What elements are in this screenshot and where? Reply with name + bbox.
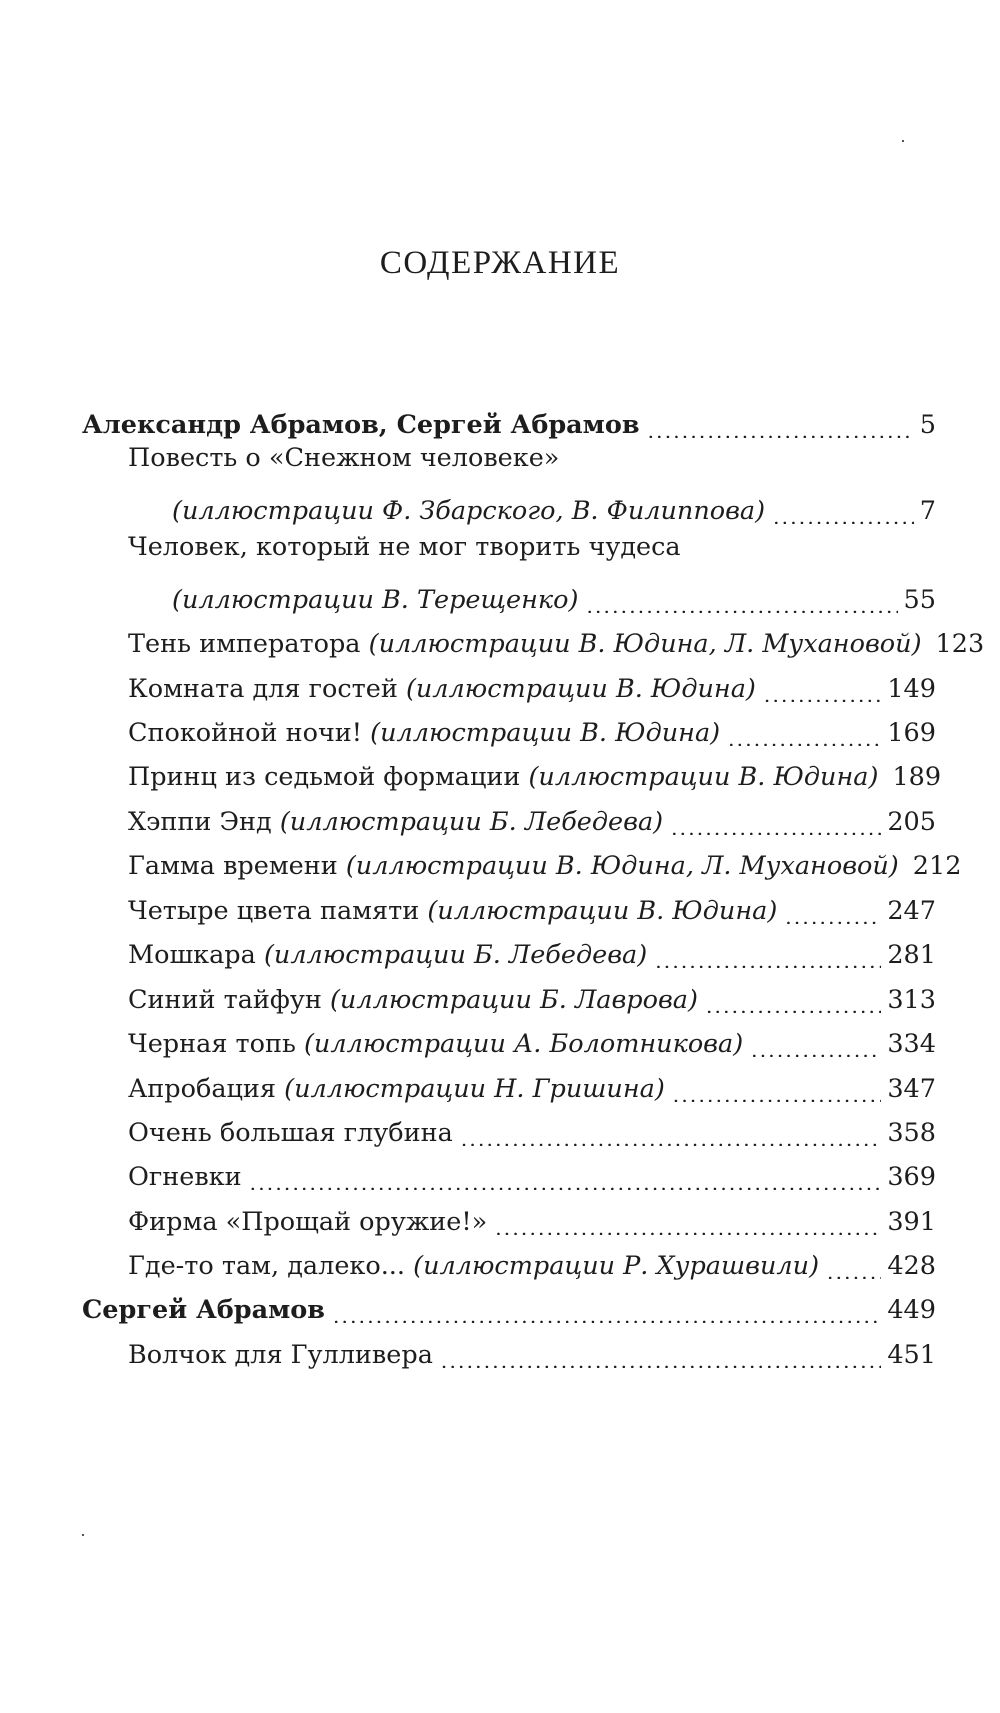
toc-leader: [673, 1082, 882, 1102]
toc-entry-title: Фирма «Прощай оружие!»: [128, 1206, 488, 1237]
toc-entry-title: [128, 717, 721, 748]
toc-leader: [785, 904, 881, 924]
toc-entry-row[interactable]: [128, 839, 962, 881]
toc-entry-title-text: Синий тайфун: [128, 984, 330, 1015]
toc-entry-title-text: Хэппи Энд: [128, 806, 280, 837]
toc-illustrators: (иллюстрации Б. Лебедева): [263, 939, 648, 970]
toc-entry-title-text: Четыре цвета памяти: [128, 895, 428, 926]
toc-entry-title-text: Комната для гостей: [128, 673, 406, 704]
toc-entry-title: Волчок для Гулливера: [128, 1339, 433, 1370]
toc-page-number: 428: [887, 1250, 936, 1281]
toc-illustrators: (иллюстрации В. Юдина): [370, 717, 721, 748]
toc-page-number: 189: [892, 761, 942, 792]
toc-leader: [333, 1303, 881, 1323]
toc-leader: [764, 682, 881, 702]
toc-entry-title: Очень большая глубина: [128, 1117, 453, 1148]
toc-entry-row[interactable]: [128, 884, 936, 924]
toc-page-number: 212: [912, 850, 962, 881]
toc-illustrators: (иллюстрации В. Юдина, Л. Мухановой): [345, 850, 899, 881]
toc-entry-title: [128, 806, 664, 837]
toc-illustrators: (иллюстрации В. Терещенко): [172, 584, 579, 615]
toc-page-number: 281: [887, 939, 936, 970]
toc-entry-row[interactable]: [128, 1106, 936, 1146]
toc-illustrators: (иллюстрации Н. Гришина): [284, 1073, 665, 1104]
toc-entry-row[interactable]: [128, 662, 936, 702]
toc-leader: [250, 1170, 882, 1190]
toc-entry-title-text: Черная топь: [128, 1028, 304, 1059]
toc-illustrators: (иллюстрации В. Юдина): [427, 895, 778, 926]
toc-entry-title: [128, 673, 756, 704]
toc-entry-row[interactable]: [128, 750, 942, 792]
toc-entry-title-text: Спокойной ночи!: [128, 717, 371, 748]
toc-page-number: 5: [919, 409, 936, 440]
toc-entry-row[interactable]: [128, 1239, 936, 1279]
toc-author-row[interactable]: [82, 398, 936, 438]
toc-leader: [495, 1215, 881, 1235]
toc-leader: [671, 815, 881, 835]
toc-leader: [441, 1348, 881, 1368]
toc-leader: [728, 726, 881, 746]
toc-leader: [655, 948, 881, 968]
toc-entry-title: [128, 850, 899, 881]
toc-illustrators: (иллюстрации В. Юдина): [528, 761, 879, 792]
scan-speck: [902, 140, 904, 142]
toc-entry-row[interactable]: [128, 617, 985, 659]
toc-entry-title: [128, 1073, 665, 1104]
toc-entry-title: [128, 761, 879, 792]
toc-author-row[interactable]: [82, 1283, 936, 1323]
toc-page-number: 123: [935, 628, 985, 659]
toc-illustrators: (иллюстрации Б. Лебедева): [279, 806, 664, 837]
toc-leader: [706, 993, 881, 1013]
toc-page-number: 334: [887, 1028, 936, 1059]
toc-entry-title-text: Апробация: [128, 1073, 285, 1104]
toc-illustrators: (иллюстрации А. Болотникова): [303, 1028, 744, 1059]
toc-entry-row[interactable]: [128, 1195, 936, 1235]
toc-entry-title[interactable]: Человек, который не мог творить чудеса: [128, 532, 681, 562]
toc-page-number: 369: [887, 1161, 936, 1192]
toc-entry-title-text: Тень императора: [128, 628, 369, 659]
toc-leader: [586, 593, 897, 613]
toc-entry-title-text: Гамма времени: [128, 850, 346, 881]
toc-leader: [827, 1259, 881, 1279]
toc-entry-row[interactable]: [128, 1328, 936, 1368]
toc-page-number: 347: [887, 1073, 936, 1104]
toc-page-number: 149: [887, 673, 936, 704]
toc-entry-row[interactable]: [128, 706, 936, 746]
toc-page-number: 169: [887, 717, 936, 748]
toc-entry-row[interactable]: [128, 1062, 936, 1102]
toc-entry-row[interactable]: [128, 928, 936, 968]
toc-illustrators: (иллюстрации Б. Лаврова): [329, 984, 698, 1015]
toc-page-number: 449: [887, 1294, 936, 1325]
toc-entry-title: [128, 1250, 820, 1281]
toc-entry-title-text: Принц из седьмой формации: [128, 761, 529, 792]
toc-entry-row[interactable]: [128, 795, 936, 835]
toc-leader: [751, 1037, 881, 1057]
toc-page-number: 205: [887, 806, 936, 837]
toc-page-number: 451: [887, 1339, 936, 1370]
toc-illustrators: (иллюстрации Р. Хурашвили): [413, 1250, 820, 1281]
toc-entry-title-text: Где-то там, далеко...: [128, 1250, 414, 1281]
toc-page-number: 313: [887, 984, 936, 1015]
toc-page-number: 391: [887, 1206, 936, 1237]
toc-entry-title: [128, 628, 922, 659]
toc-entry-title[interactable]: Повесть о «Снежном человеке»: [128, 443, 560, 473]
toc-entry-row[interactable]: [128, 1150, 936, 1190]
toc-entry-title: [128, 895, 778, 926]
toc-author-name: Александр Абрамов, Сергей Абрамов: [82, 409, 640, 440]
toc-leader: [773, 504, 914, 524]
toc-entry-row[interactable]: [128, 973, 936, 1013]
toc-illustrators: (иллюстрации В. Юдина): [405, 673, 756, 704]
toc-entry-title: [128, 984, 698, 1015]
toc-entry-row[interactable]: [172, 484, 936, 524]
toc-leader: [461, 1126, 881, 1146]
toc-entry-row[interactable]: [128, 1017, 936, 1057]
toc-author-name: Сергей Абрамов: [82, 1294, 325, 1325]
toc-entry-title-text: Мошкара: [128, 939, 264, 970]
toc-page-number: 358: [887, 1117, 936, 1148]
toc-page-number: 7: [919, 495, 936, 526]
toc-page-number: 247: [887, 895, 936, 926]
toc-entry-title: Огневки: [128, 1161, 242, 1192]
toc-entry-title: [128, 1028, 744, 1059]
page-title: СОДЕРЖАНИЕ: [379, 245, 621, 281]
toc-illustrators: (иллюстрации Ф. Збарского, В. Филиппова): [172, 495, 766, 526]
toc-page-number: 55: [903, 584, 936, 615]
toc-illustrators: (иллюстрации В. Юдина, Л. Мухановой): [368, 628, 922, 659]
toc-leader: [648, 418, 914, 438]
toc-entry-row[interactable]: [172, 573, 936, 613]
scan-speck: [82, 1534, 84, 1536]
toc-entry-title: [128, 939, 648, 970]
